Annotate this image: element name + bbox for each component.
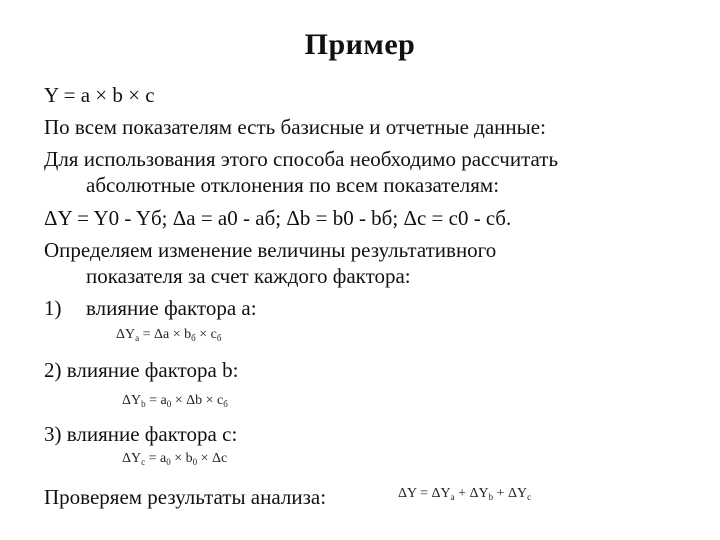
check-heading: Проверяем результаты анализа: [44, 485, 327, 509]
text-line-basis: По всем показателям есть базисные и отчетные данные: [44, 115, 546, 139]
formula-factor-c: $\Delta Y_c = a_0 \times b_0 \times \Delta c$ [122, 451, 228, 467]
list-number-1: 1) [44, 296, 62, 320]
text-line-determine: Определяем изменение величины результативного [44, 238, 497, 262]
text-line-determine-cont: показателя за счет каждого фактора: [86, 264, 411, 288]
factor-a-heading: влияние фактора a: [86, 296, 257, 320]
formula-factor-b: $\Delta Y_b = a_0 \times \Delta b \times c_б$ [122, 393, 228, 409]
deviations-line: ΔY = Y0 - Yб; Δa = a0 - aб; Δb = b0 - bб; Δc = c0 - cб. [44, 206, 512, 230]
factor-c-heading: 3) влияние фактора c: [44, 422, 238, 446]
formula-check: $\Delta Y = \Delta Y_a + \Delta Y_b + \Delta Y_c$ [398, 486, 532, 502]
text-line-method-cont: абсолютные отклонения по всем показателям: [86, 173, 500, 197]
formula-factor-a: $\Delta Y_a = \Delta a \times b_б \times c_б$ [116, 327, 222, 343]
factor-b-heading: 2) влияние фактора b: [44, 358, 239, 382]
slide-title: Пример [304, 28, 416, 61]
text-line-method: Для использования этого способа необходимо рассчитать [44, 147, 559, 171]
formula-line: Y = a × b × c [44, 83, 155, 107]
